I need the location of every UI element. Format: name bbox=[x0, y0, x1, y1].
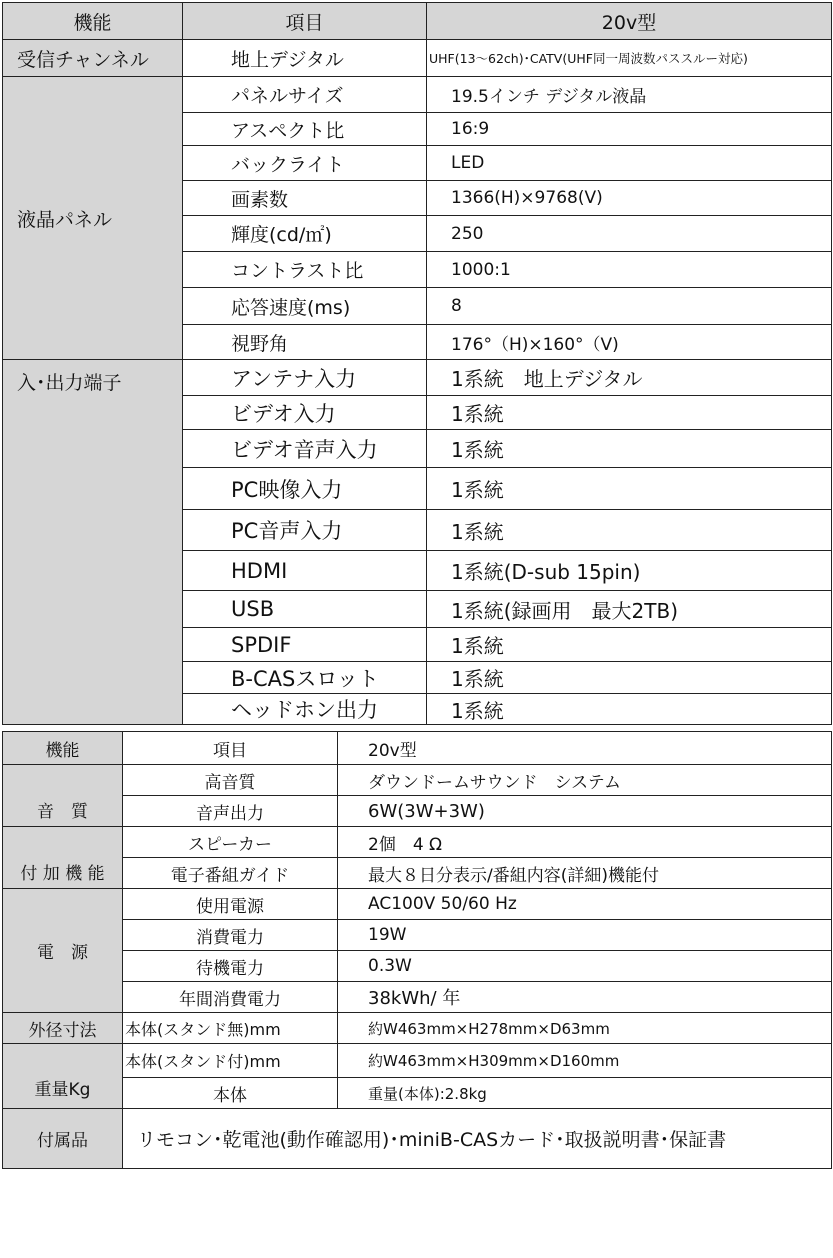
accessories-value: リモコン･乾電池(動作確認用)･miniB-CASカード･取扱説明書･保証書 bbox=[123, 1109, 832, 1169]
spec-item: 地上デジタル bbox=[183, 40, 427, 77]
spec-table-2 bbox=[2, 731, 832, 1169]
spec-value: 最大８日分表示/番組内容(詳細)機能付 bbox=[338, 858, 832, 889]
spec-value: 約W463mm×H278mm×D63mm bbox=[338, 1013, 832, 1044]
spec-item: ヘッドホン出力 bbox=[183, 694, 427, 725]
table-row bbox=[3, 889, 832, 920]
spec-value: 1系統 bbox=[427, 430, 832, 468]
spec-item: ビデオ入力 bbox=[183, 396, 427, 430]
group-label: 付属品 bbox=[3, 1109, 123, 1169]
group-label: 重量Kg bbox=[3, 1044, 123, 1109]
spec-value: 38kWh/ 年 bbox=[338, 982, 832, 1013]
group-label: 入･出力端子 bbox=[3, 360, 183, 725]
group-label: 外径寸法 bbox=[3, 1013, 123, 1044]
spec-value: 250 bbox=[427, 216, 832, 252]
spec-item: コントラスト比 bbox=[183, 252, 427, 288]
spec-value: 1系統 bbox=[427, 396, 832, 430]
table-row bbox=[3, 951, 832, 982]
spec-item: バックライト bbox=[183, 146, 427, 181]
group-label: 電 源 bbox=[3, 889, 123, 1013]
spec-table-1 bbox=[2, 2, 832, 725]
group-label: 液晶パネル bbox=[3, 77, 183, 360]
spec-item: アスペクト比 bbox=[183, 113, 427, 146]
spec-item: ビデオ音声入力 bbox=[183, 430, 427, 468]
spec-value: 19.5インチ デジタル液晶 bbox=[427, 77, 832, 113]
table-row bbox=[3, 40, 832, 77]
spec-item: HDMI bbox=[183, 551, 427, 591]
header-row bbox=[3, 732, 832, 765]
table-row bbox=[3, 77, 832, 113]
table-row bbox=[3, 1109, 832, 1169]
spec-item: 電子番組ガイド bbox=[123, 858, 338, 889]
spec-item: 画素数 bbox=[183, 181, 427, 216]
spec-value: UHF(13～62ch)･CATV(UHF同一周波数パススルー対応) bbox=[427, 40, 832, 77]
spec-item: 消費電力 bbox=[123, 920, 338, 951]
spec-item: 年間消費電力 bbox=[123, 982, 338, 1013]
spec-value: 0.3W bbox=[338, 951, 832, 982]
spec-value: 16:9 bbox=[427, 113, 832, 146]
table-row bbox=[3, 765, 832, 796]
table-row bbox=[3, 1013, 832, 1044]
spec-value: AC100V 50/60 Hz bbox=[338, 889, 832, 920]
spec-value: 176°（H)×160°（V) bbox=[427, 325, 832, 360]
table-row bbox=[3, 920, 832, 951]
spec-item: SPDIF bbox=[183, 628, 427, 662]
spec-value: 1系統 地上デジタル bbox=[427, 360, 832, 396]
spec-value: 1系統 bbox=[427, 662, 832, 694]
spec-value: 19W bbox=[338, 920, 832, 951]
spec-value: 1系統 bbox=[427, 510, 832, 551]
spec-item: B-CASスロット bbox=[183, 662, 427, 694]
spec-item: PC音声入力 bbox=[183, 510, 427, 551]
spec-item: 本体(スタンド付)mm bbox=[123, 1044, 338, 1078]
spec-item: パネルサイズ bbox=[183, 77, 427, 113]
spec-value: 6W(3W+3W) bbox=[338, 796, 832, 827]
header-model: 20v型 bbox=[338, 732, 832, 765]
spec-item: 本体(スタンド無)mm bbox=[123, 1013, 338, 1044]
group-label: 音 質 bbox=[3, 765, 123, 827]
spec-value: 1系統 bbox=[427, 468, 832, 510]
table-row bbox=[3, 1078, 832, 1109]
table-row bbox=[3, 827, 832, 858]
group-label: 付 加 機 能 bbox=[3, 827, 123, 889]
spec-value: LED bbox=[427, 146, 832, 181]
spec-item: 視野角 bbox=[183, 325, 427, 360]
spec-item: 本体 bbox=[123, 1078, 338, 1109]
spec-item: 音声出力 bbox=[123, 796, 338, 827]
header-model: 20v型 bbox=[427, 3, 832, 40]
group-label: 受信チャンネル bbox=[3, 40, 183, 77]
spec-value: 2個 4 Ω bbox=[338, 827, 832, 858]
table-row bbox=[3, 360, 832, 396]
spec-value: 1系統(録画用 最大2TB) bbox=[427, 591, 832, 628]
table-row bbox=[3, 796, 832, 827]
spec-value: ダウンドームサウンド システム bbox=[338, 765, 832, 796]
header-row bbox=[3, 3, 832, 40]
spec-item: 使用電源 bbox=[123, 889, 338, 920]
spec-value: 8 bbox=[427, 288, 832, 325]
spec-item: USB bbox=[183, 591, 427, 628]
spec-item: PC映像入力 bbox=[183, 468, 427, 510]
spec-value: 1000:1 bbox=[427, 252, 832, 288]
header-item: 項目 bbox=[183, 3, 427, 40]
spec-value: 1系統(D-sub 15pin) bbox=[427, 551, 832, 591]
table-row bbox=[3, 1044, 832, 1078]
spec-value: 約W463mm×H309mm×D160mm bbox=[338, 1044, 832, 1078]
spec-item: アンテナ入力 bbox=[183, 360, 427, 396]
spec-item: 応答速度(ms) bbox=[183, 288, 427, 325]
spec-value: 1系統 bbox=[427, 694, 832, 725]
header-function: 機能 bbox=[3, 3, 183, 40]
header-item: 項目 bbox=[123, 732, 338, 765]
spec-item: 高音質 bbox=[123, 765, 338, 796]
spec-item: スピーカー bbox=[123, 827, 338, 858]
spec-value: 1366(H)×9768(V) bbox=[427, 181, 832, 216]
header-function: 機能 bbox=[3, 732, 123, 765]
spec-value: 1系統 bbox=[427, 628, 832, 662]
spec-item: 待機電力 bbox=[123, 951, 338, 982]
table-row bbox=[3, 982, 832, 1013]
spec-value: 重量(本体):2.8kg bbox=[338, 1078, 832, 1109]
spec-item: 輝度(cd/㎡) bbox=[183, 216, 427, 252]
table-row bbox=[3, 858, 832, 889]
